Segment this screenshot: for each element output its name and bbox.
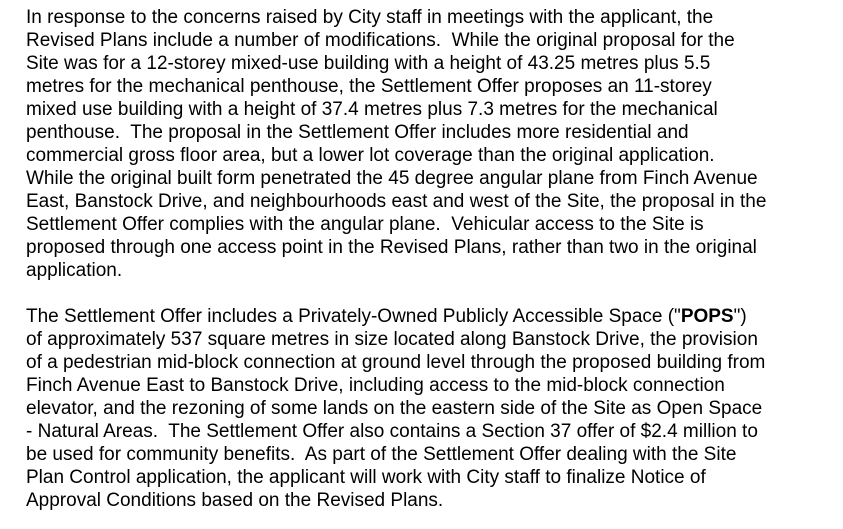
- text-line: proposed through one access point in the Revised Plans, rather than two in the original: [26, 237, 757, 258]
- text-run: The Settlement Offer includes a Privately-Owned Publicly Accessible Space (": [26, 306, 681, 327]
- text-line: - Natural Areas. The Settlement Offer also contains a Section 37 offer of $2.4 million to: [26, 421, 758, 442]
- text-line: metres for the mechanical penthouse, the Settlement Offer proposes an 11-storey: [26, 76, 712, 97]
- text-line: Revised Plans include a number of modifications. While the original proposal for the: [26, 30, 735, 51]
- text-line: mixed use building with a height of 37.4 metres plus 7.3 metres for the mechanical: [26, 99, 718, 120]
- paragraph-spacer: [26, 282, 836, 305]
- text-line: be used for community benefits. As part of the Settlement Offer dealing with the Site: [26, 444, 737, 465]
- text-line: elevator, and the rezoning of some lands on the eastern side of the Site as Open Space: [26, 398, 763, 419]
- text-line: East, Banstock Drive, and neighbourhoods east and west of the Site, the proposal in the: [26, 191, 767, 212]
- text-line: penthouse. The proposal in the Settlement Offer includes more residential and: [26, 122, 689, 143]
- text-line: application.: [26, 260, 123, 281]
- text-line: of a pedestrian mid-block connection at ground level through the proposed building from: [26, 352, 766, 373]
- paragraph-modifications: [26, 6, 836, 282]
- text-line: While the original built form penetrated the 45 degree angular plane from Finch Avenue: [26, 168, 758, 189]
- text-line: Settlement Offer complies with the angular plane. Vehicular access to the Site is: [26, 214, 704, 235]
- text-line: Site was for a 12-storey mixed-use building with a height of 43.25 metres plus 5.5: [26, 53, 711, 74]
- text-line: of approximately 537 square metres in size located along Banstock Drive, the provision: [26, 329, 758, 350]
- text-line: Finch Avenue East to Banstock Drive, including access to the mid-block connection: [26, 375, 725, 396]
- paragraph-settlement-offer: [26, 305, 836, 512]
- text-run: "): [733, 306, 747, 327]
- document-body: [26, 6, 836, 512]
- text-line: [26, 305, 836, 328]
- text-line: Plan Control application, the applicant will work with City staff to finalize Notice of: [26, 467, 706, 488]
- text-line: Approval Conditions based on the Revised Plans.: [26, 490, 444, 511]
- text-line: In response to the concerns raised by City staff in meetings with the applicant, the: [26, 7, 714, 28]
- pops-bold-term: POPS: [680, 306, 734, 327]
- text-line: commercial gross floor area, but a lower lot coverage than the original application.: [26, 145, 715, 166]
